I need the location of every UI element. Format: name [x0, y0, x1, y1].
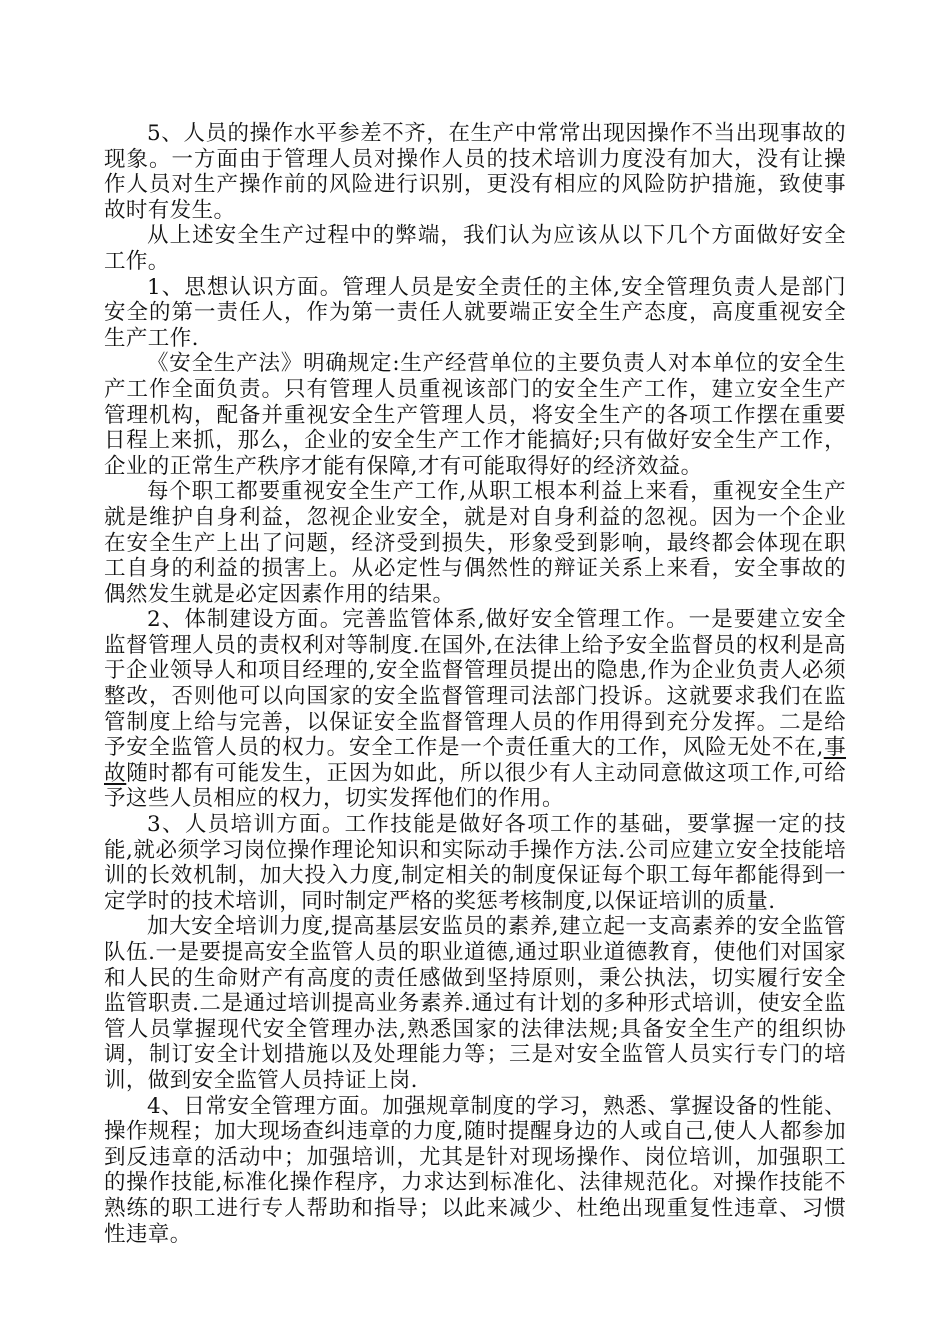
paragraph-transition: 从上述安全生产过程中的弊端，我们认为应该从以下几个方面做好安全工作。	[104, 223, 846, 274]
paragraph-safety-law: 《安全生产法》明确规定:生产经营单位的主要负责人对本单位的安全生产工作全面负责。只有管理人员重视该部门的安全生产工作，建立安全生产管理机构，配备并重视安全生产管理人员，将安全生产的各项工作摆在重要日程上来抓，那么，企业的安全生产工作才能搞好;只有做好安全生产工作，企业的正常生产秩序才能有保障,才有可能取得好的经济效益。	[104, 351, 846, 479]
paragraph-personnel-training: 3、人员培训方面。工作技能是做好各项工作的基础，要掌握一定的技能,就必须学习岗位操作理论知识和实际动手操作方法.公司应建立安全技能培训的长效机制，加大投入力度,制定相关的制度保证每个职工每年都能得到一定学时的技术培训，同时制定严格的奖惩考核制度,以保证培训的质量.	[104, 812, 846, 914]
paragraph-ideological-awareness: 1、思想认识方面。管理人员是安全责任的主体,安全管理负责人是部门安全的第一责任人，作为第一责任人就要端正安全生产态度，高度重视安全生产工作.	[104, 274, 846, 351]
paragraph-daily-management: 4、日常安全管理方面。加强规章制度的学习，熟悉、掌握设备的性能、操作规程；加大现场查纠违章的力度,随时提醒身边的人或自己,使人人都参加到反违章的活动中；加强培训，尤其是针对现场操作、岗位培训，加强职工的操作技能,标准化操作程序，力求达到标准化、法律规范化。对操作技能不熟练的职工进行专人帮助和指导；以此来减少、杜绝出现重复性违章、习惯性违章。	[104, 1093, 846, 1247]
document-body	[104, 121, 846, 1247]
paragraph-text: 随时都有可能发生，正因为如此，所以很少有人主动同意做这项工作,可给予这些人员相应的权力，切实发挥他们的作用。	[104, 760, 846, 812]
paragraph-employee-interest: 每个职工都要重视安全生产工作,从职工根本利益上来看，重视安全生产就是维护自身利益，忽视企业安全，就是对自身利益的忽视。因为一个企业在安全生产上出了问题，经济受到损失，形象受到影响，最终都会体现在职工自身的利益的损害上。从必定性与偶然性的辩证关系上来看，安全事故的偶然发生就是必定因素作用的结果。	[104, 479, 846, 607]
paragraph-system-construction	[104, 607, 846, 812]
underlined-term-accident: 事故	[104, 735, 846, 786]
paragraph-training-strength: 加大安全培训力度,提高基层安监员的素养,建立起一支高素养的安全监管队伍.一是要提高安全监管人员的职业道德,通过职业道德教育，使他们对国家和人民的生命财产有高度的责任感做到坚持原则，秉公执法，切实履行安全监管职责.二是通过培训提高业务素养.通过有计划的多种形式培训，使安全监管人员掌握现代安全管理办法,熟悉国家的法律法规;具备安全生产的组织协调，制订安全计划措施以及处理能力等；三是对安全监管人员实行专门的培训，做到安全监管人员持证上岗.	[104, 914, 846, 1093]
paragraph-text: 2、体制建设方面。完善监管体系,做好安全管理工作。一是要建立安全监督管理人员的责权利对等制度.在国外,在法律上给予安全监督员的权利是高于企业领导人和项目经理的,安全监督管理员提出的隐患,作为企业负责人必须整改，否则他可以向国家的安全监督管理司法部门投诉。这就要求我们在监管制度上给与完善，以保证安全监督管理人员的作用得到充分发挥。二是给予安全监管人员的权力。安全工作是一个责任重大的工作，风险无处不在,	[104, 607, 846, 761]
paragraph-worker-skill: 5、人员的操作水平参差不齐，在生产中常常出现因操作不当出现事故的现象。一方面由于管理人员对操作人员的技术培训力度没有加大，没有让操作人员对生产操作前的风险进行识别，更没有相应的风险防护措施，致使事故时有发生。	[104, 121, 846, 223]
